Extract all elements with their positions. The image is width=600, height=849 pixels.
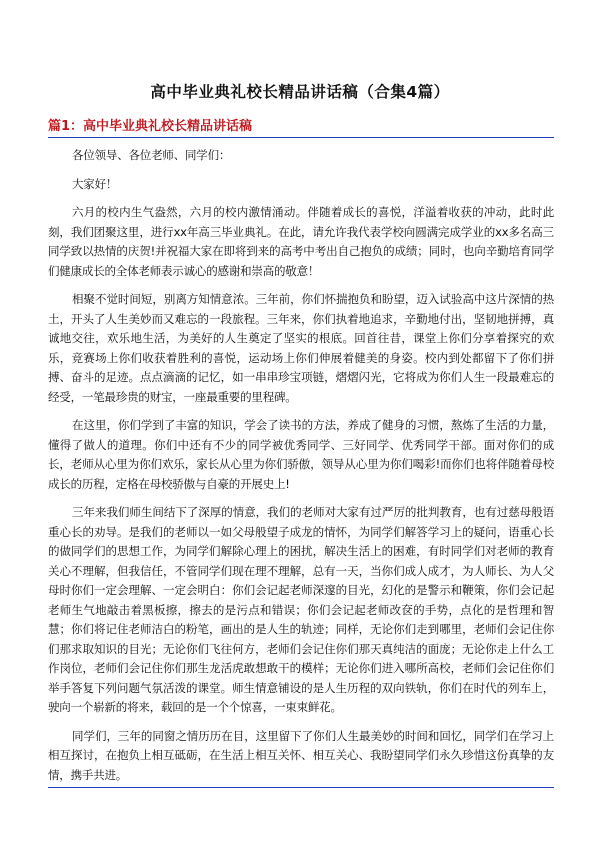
document-title: 高中毕业典礼校长精品讲话稿（合集4篇）	[150, 83, 450, 101]
document-body	[48, 146, 554, 794]
section-heading: 篇1：高中毕业典礼校长精品讲话稿	[48, 119, 253, 134]
footer-divider	[48, 787, 554, 788]
header-divider	[48, 137, 554, 138]
body-paragraph: 六月的校内生气盎然，六月的校内激情涌动。伴随着成长的喜悦，洋溢着收获的冲动，此时此刻，我们团聚这里，进行xx年高三毕业典礼。在此，请允许我代表学校向圆满完成学业的xx多名高三同学致以热情的庆贺!并祝福大家在即将到来的高考中考出自己抱负的成绩；同时，也向辛勤培育同学们健康成长的全体老师表示诚心的感谢和崇高的敬意！	[48, 205, 554, 278]
body-paragraph: 三年来我们师生间结下了深厚的情意，我们的老师对大家有过严厉的批判教育，也有过慈母般语重心长的劝导。是我们的老师以一如父母般望子成龙的情怀，为同学们解答学习上的疑问，语重心长的做同学们的思想工作，为同学们解除心理上的困扰，解决生活上的困难，有时同学们对老师的教育关心不理解，但我信任，不管同学们现在理不理解，总有一天，当你们成人成才，为人师长、为人父母时你们一定会理解、一定会明白：你们会记起老师深邃的目光，幻化的是警示和鞭策，你们会记起老师生气地敲击着黑板擦，擦去的是污点和错误；你们会记起老师改奁的手势，点化的是哲理和智慧；你们将记住老师洁白的粉笔，画出的是人生的轨迹；同样，无论你们走到哪里，老师们会记住你们那求取知识的目光；无论你们飞往何方，老师们会记住你们那天真纯洁的面庞；无论你走上什么工作岗位，老师们会记住你们那生龙活虎敢想敢干的模样；无论你们进入哪所高校，老师们会记住你们举手答复下列问题气氛活泼的课堂。师生情意铺设的是人生历程的双向铁轨，你们在时代的列车上，驶向一个崭新的将来，载回的是一个个惊喜，一束束鲜花。	[48, 505, 554, 714]
body-paragraph: 相聚不觉时间短，别离方知情意浓。三年前，你们怀揣抱负和盼望，迈入试验高中这片深情的热土，开头了人生美妙而又难忘的一段旅程。三年来，你们执着地追求，辛勤地付出，坚韧地拼搏，真诚地交往，欢乐地生活，为美好的人生奠定了坚实的根底。回首往昔，课堂上你们分享着探究的欢乐，竞赛场上你们收获着胜利的喜悦，运动场上你们伸展着健美的身姿。校内到处都留下了你们拼搏、奋斗的足迹。点点滴滴的记忆，如一串串珍宝项链，熠熠闪光，它将成为你们人生一段最难忘的经受，一笔最珍贵的财宝，一座最重要的里程碑。	[48, 292, 554, 404]
body-paragraph: 同学们，三年的同窗之情历历在目，这里留下了你们人生最美妙的时间和回忆，同学们在学习上相互探讨，在抱负上相互砥砺，在生活上相互关怀、相互关心、我盼望同学们永久珍惜这份真挚的友情，携手共进。	[48, 728, 554, 782]
body-paragraph: 在这里，你们学到了丰富的知识，学会了读书的方法，养成了健身的习惯，熬炼了生活的力量，懂得了做人的道理。你们中还有不少的同学被优秀同学、三好同学、优秀同学干部。面对你们的成长，老师从心里为你们欢乐，家长从心里为你们骄傲，领导从心里为你们喝彩!而你们也将伴随着母校成长的历程，定格在母校骄傲与自豪的开展史上!	[48, 418, 554, 491]
salutation: 各位领导、各位老师、同学们：	[72, 148, 231, 162]
greeting: 大家好！	[72, 176, 118, 191]
